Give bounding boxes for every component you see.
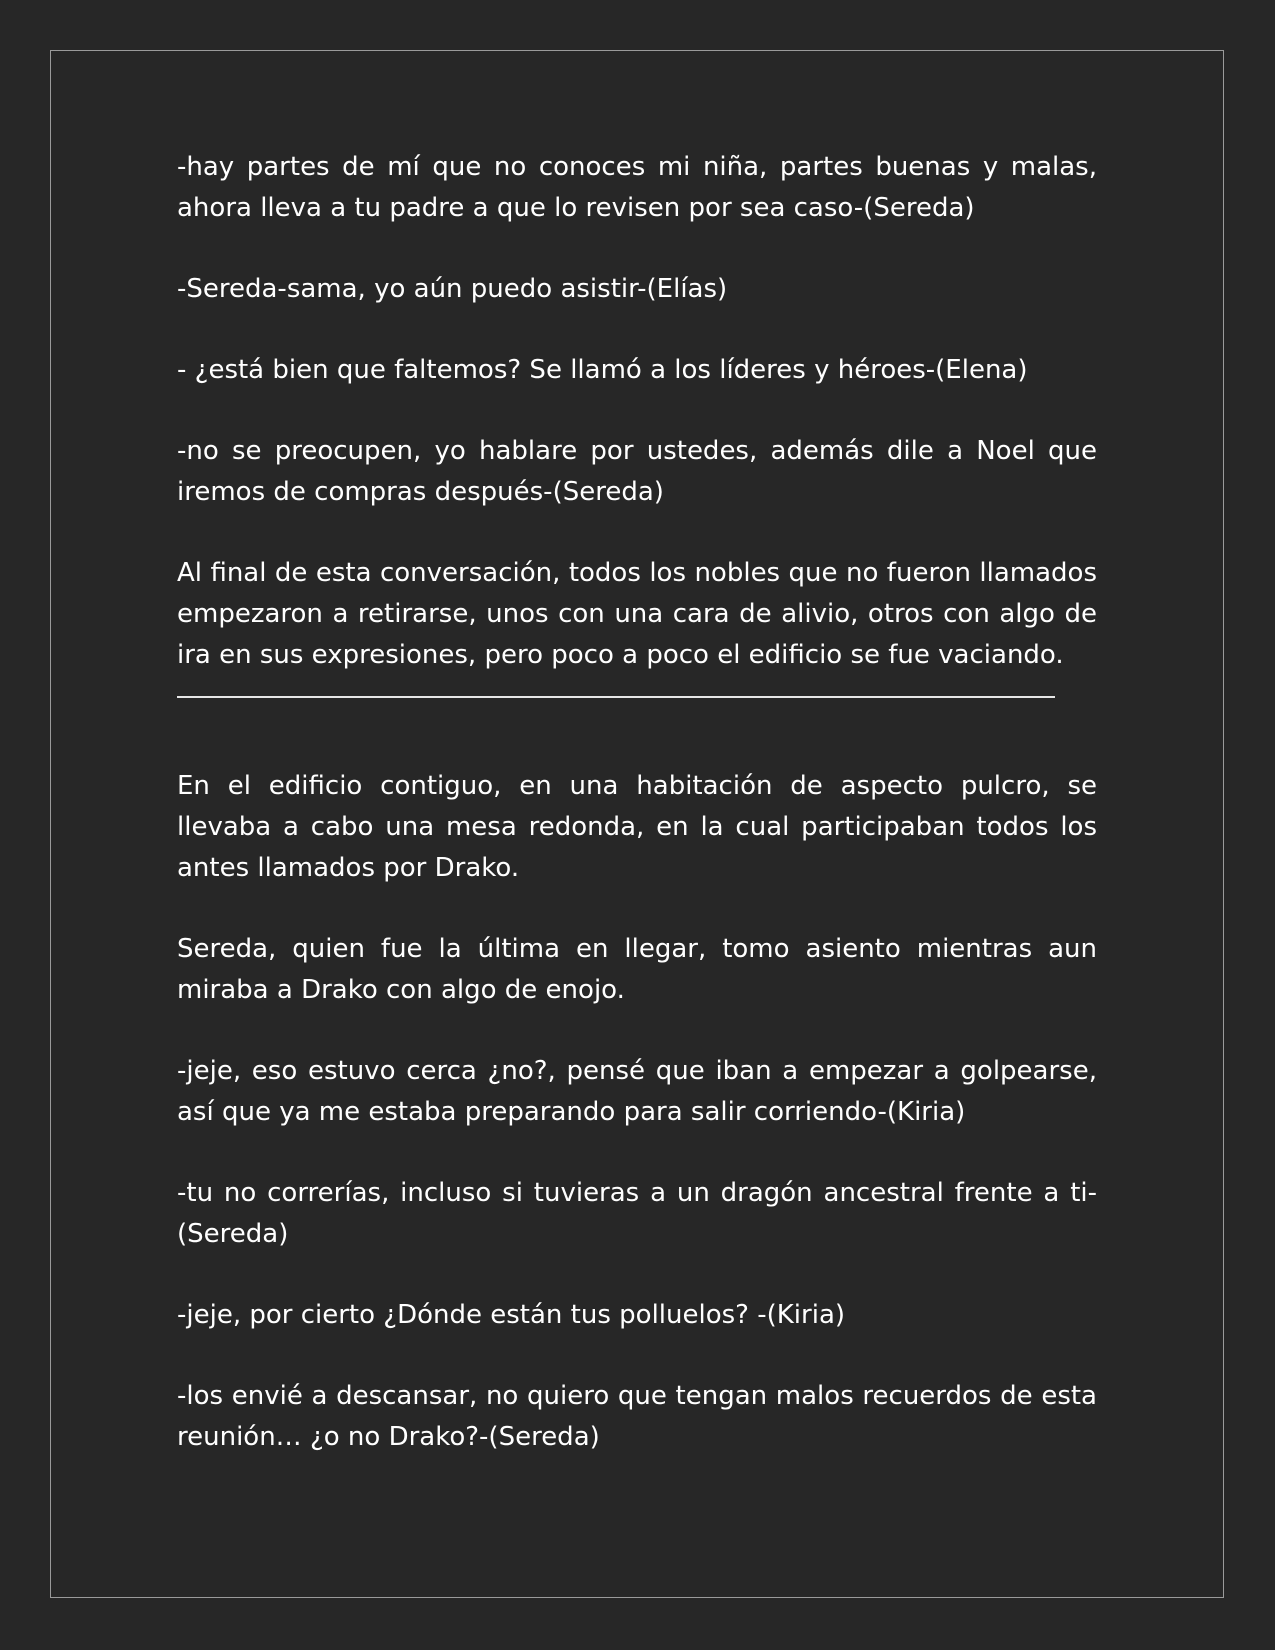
paragraph: -jeje, eso estuvo cerca ¿no?, pensé que iban a empezar a golpearse, así que ya me estaba preparando para salir corriendo-(Kiria) [177, 1056, 1097, 1127]
paragraph: Sereda, quien fue la última en llegar, tomo asiento mientras aun miraba a Drako con algo de enojo. [177, 934, 1097, 1005]
paragraph: -Sereda-sama, yo aún puedo asistir-(Elías) [177, 274, 728, 304]
paragraph: -tu no correrías, incluso si tuvieras a un dragón ancestral frente a ti-(Sereda) [177, 1178, 1097, 1249]
paragraph: En el edificio contiguo, en una habitación de aspecto pulcro, se llevaba a cabo una mesa redonda, en la cual participaban todos los antes llamados por Drako. [177, 771, 1097, 883]
document-body [177, 147, 1097, 1498]
scene-separator [177, 696, 1055, 698]
paragraph: -los envié a descansar, no quiero que tengan malos recuerdos de esta reunión… ¿o no Drako?-(Sereda) [177, 1381, 1097, 1452]
paragraph: - ¿está bien que faltemos? Se llamó a los líderes y héroes-(Elena) [177, 355, 1028, 385]
paragraph: -hay partes de mí que no conoces mi niña, partes buenas y malas, ahora lleva a tu padre a que lo revisen por sea caso-(Sereda) [177, 152, 1097, 223]
paragraph: -no se preocupen, yo hablare por ustedes, además dile a Noel que iremos de compras después-(Sereda) [177, 436, 1097, 507]
paragraph: Al final de esta conversación, todos los nobles que no fueron llamados empezaron a retirarse, unos con una cara de alivio, otros con algo de ira en sus expresiones, pero poco a poco el edificio se fue vaciando. [177, 558, 1097, 670]
paragraph: -jeje, por cierto ¿Dónde están tus polluelos? -(Kiria) [177, 1300, 846, 1330]
